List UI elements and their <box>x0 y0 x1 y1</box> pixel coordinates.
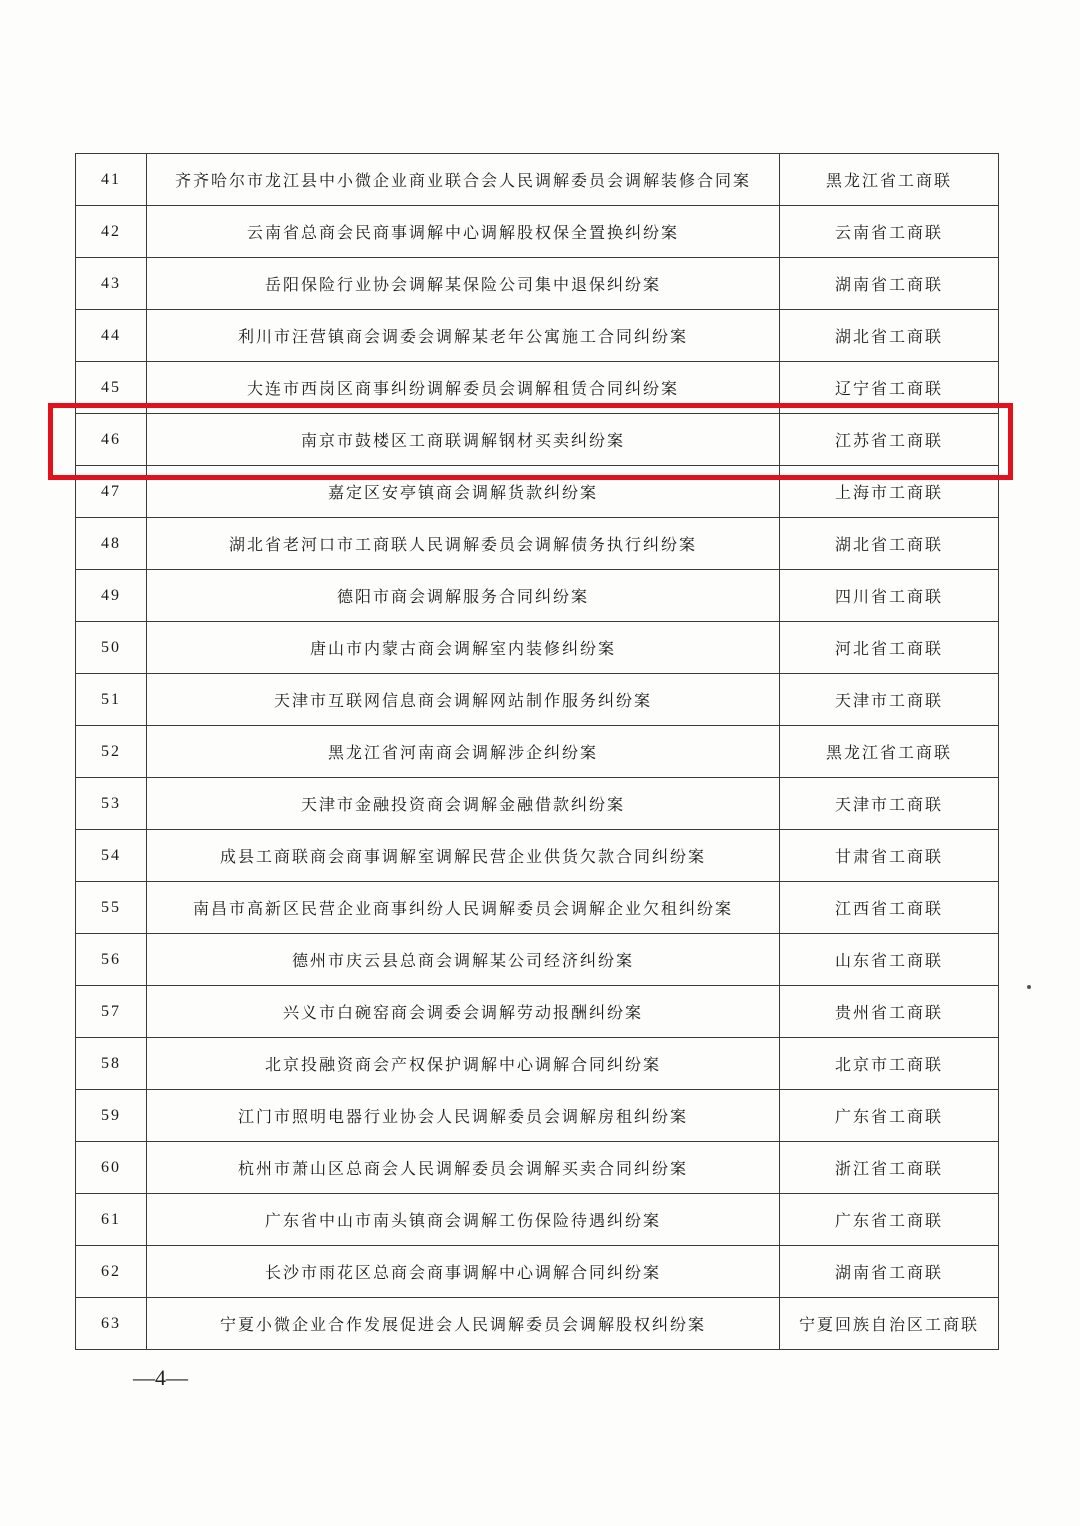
recommending-org-cell: 山东省工商联 <box>780 934 999 986</box>
case-number-cell: 41 <box>76 154 147 206</box>
case-list-body <box>76 154 999 1350</box>
page-number: —4— <box>133 1365 188 1390</box>
table-row <box>76 674 999 726</box>
table-row <box>76 830 999 882</box>
case-number-cell: 49 <box>76 570 147 622</box>
table-row <box>76 622 999 674</box>
case-title-cell: 德州市庆云县总商会调解某公司经济纠纷案 <box>147 934 780 986</box>
case-title-cell: 广东省中山市南头镇商会调解工伤保险待遇纠纷案 <box>147 1194 780 1246</box>
table-row <box>76 154 999 206</box>
case-title-cell: 北京投融资商会产权保护调解中心调解合同纠纷案 <box>147 1038 780 1090</box>
table-row <box>76 414 999 466</box>
table-row <box>76 258 999 310</box>
case-title-cell: 黑龙江省河南商会调解涉企纠纷案 <box>147 726 780 778</box>
case-title-cell: 湖北省老河口市工商联人民调解委员会调解债务执行纠纷案 <box>147 518 780 570</box>
case-number-cell: 54 <box>76 830 147 882</box>
recommending-org-cell: 云南省工商联 <box>780 206 999 258</box>
case-title-cell: 宁夏小微企业合作发展促进会人民调解委员会调解股权纠纷案 <box>147 1298 780 1350</box>
table-row <box>76 1298 999 1350</box>
case-list-table <box>75 153 999 1350</box>
recommending-org-cell: 黑龙江省工商联 <box>780 154 999 206</box>
case-title-cell: 天津市金融投资商会调解金融借款纠纷案 <box>147 778 780 830</box>
case-title-cell: 兴义市白碗窑商会调委会调解劳动报酬纠纷案 <box>147 986 780 1038</box>
recommending-org-cell: 北京市工商联 <box>780 1038 999 1090</box>
table-row <box>76 778 999 830</box>
case-title-cell: 德阳市商会调解服务合同纠纷案 <box>147 570 780 622</box>
table-row <box>76 206 999 258</box>
recommending-org-cell: 广东省工商联 <box>780 1090 999 1142</box>
case-number-cell: 60 <box>76 1142 147 1194</box>
case-number-cell: 59 <box>76 1090 147 1142</box>
recommending-org-cell: 贵州省工商联 <box>780 986 999 1038</box>
scan-speck <box>1027 985 1031 989</box>
recommending-org-cell: 黑龙江省工商联 <box>780 726 999 778</box>
table-row <box>76 518 999 570</box>
case-number-cell: 56 <box>76 934 147 986</box>
case-number-cell: 62 <box>76 1246 147 1298</box>
recommending-org-cell: 湖南省工商联 <box>780 258 999 310</box>
case-number-cell: 57 <box>76 986 147 1038</box>
case-number-cell: 51 <box>76 674 147 726</box>
recommending-org-cell: 广东省工商联 <box>780 1194 999 1246</box>
recommending-org-cell: 湖北省工商联 <box>780 310 999 362</box>
case-title-cell: 南京市鼓楼区工商联调解钢材买卖纠纷案 <box>147 414 780 466</box>
case-title-cell: 南昌市高新区民营企业商事纠纷人民调解委员会调解企业欠租纠纷案 <box>147 882 780 934</box>
case-title-cell: 天津市互联网信息商会调解网站制作服务纠纷案 <box>147 674 780 726</box>
recommending-org-cell: 上海市工商联 <box>780 466 999 518</box>
case-title-cell: 大连市西岗区商事纠纷调解委员会调解租赁合同纠纷案 <box>147 362 780 414</box>
table-row <box>76 1142 999 1194</box>
recommending-org-cell: 甘肃省工商联 <box>780 830 999 882</box>
case-number-cell: 52 <box>76 726 147 778</box>
case-number-cell: 46 <box>76 414 147 466</box>
table-row <box>76 1246 999 1298</box>
recommending-org-cell: 天津市工商联 <box>780 778 999 830</box>
case-title-cell: 利川市汪营镇商会调委会调解某老年公寓施工合同纠纷案 <box>147 310 780 362</box>
case-title-cell: 唐山市内蒙古商会调解室内装修纠纷案 <box>147 622 780 674</box>
case-title-cell: 岳阳保险行业协会调解某保险公司集中退保纠纷案 <box>147 258 780 310</box>
case-number-cell: 45 <box>76 362 147 414</box>
case-number-cell: 53 <box>76 778 147 830</box>
table-row <box>76 726 999 778</box>
case-number-cell: 61 <box>76 1194 147 1246</box>
case-number-cell: 47 <box>76 466 147 518</box>
table-row <box>76 934 999 986</box>
table-row <box>76 466 999 518</box>
table-row <box>76 882 999 934</box>
table-row <box>76 1194 999 1246</box>
case-title-cell: 杭州市萧山区总商会人民调解委员会调解买卖合同纠纷案 <box>147 1142 780 1194</box>
recommending-org-cell: 湖北省工商联 <box>780 518 999 570</box>
case-number-cell: 42 <box>76 206 147 258</box>
case-number-cell: 55 <box>76 882 147 934</box>
case-number-cell: 48 <box>76 518 147 570</box>
recommending-org-cell: 湖南省工商联 <box>780 1246 999 1298</box>
case-title-cell: 江门市照明电器行业协会人民调解委员会调解房租纠纷案 <box>147 1090 780 1142</box>
case-number-cell: 43 <box>76 258 147 310</box>
recommending-org-cell: 辽宁省工商联 <box>780 362 999 414</box>
case-title-cell: 齐齐哈尔市龙江县中小微企业商业联合会人民调解委员会调解装修合同案 <box>147 154 780 206</box>
case-number-cell: 63 <box>76 1298 147 1350</box>
recommending-org-cell: 河北省工商联 <box>780 622 999 674</box>
case-title-cell: 云南省总商会民商事调解中心调解股权保全置换纠纷案 <box>147 206 780 258</box>
case-title-cell: 成县工商联商会商事调解室调解民营企业供货欠款合同纠纷案 <box>147 830 780 882</box>
table-row <box>76 986 999 1038</box>
case-title-cell: 嘉定区安亭镇商会调解货款纠纷案 <box>147 466 780 518</box>
recommending-org-cell: 江西省工商联 <box>780 882 999 934</box>
recommending-org-cell: 宁夏回族自治区工商联 <box>780 1298 999 1350</box>
table-row <box>76 310 999 362</box>
table-row <box>76 362 999 414</box>
case-number-cell: 50 <box>76 622 147 674</box>
table-row <box>76 570 999 622</box>
recommending-org-cell: 四川省工商联 <box>780 570 999 622</box>
table-row <box>76 1090 999 1142</box>
table-row <box>76 1038 999 1090</box>
case-number-cell: 58 <box>76 1038 147 1090</box>
recommending-org-cell: 天津市工商联 <box>780 674 999 726</box>
recommending-org-cell: 浙江省工商联 <box>780 1142 999 1194</box>
case-number-cell: 44 <box>76 310 147 362</box>
case-title-cell: 长沙市雨花区总商会商事调解中心调解合同纠纷案 <box>147 1246 780 1298</box>
recommending-org-cell: 江苏省工商联 <box>780 414 999 466</box>
